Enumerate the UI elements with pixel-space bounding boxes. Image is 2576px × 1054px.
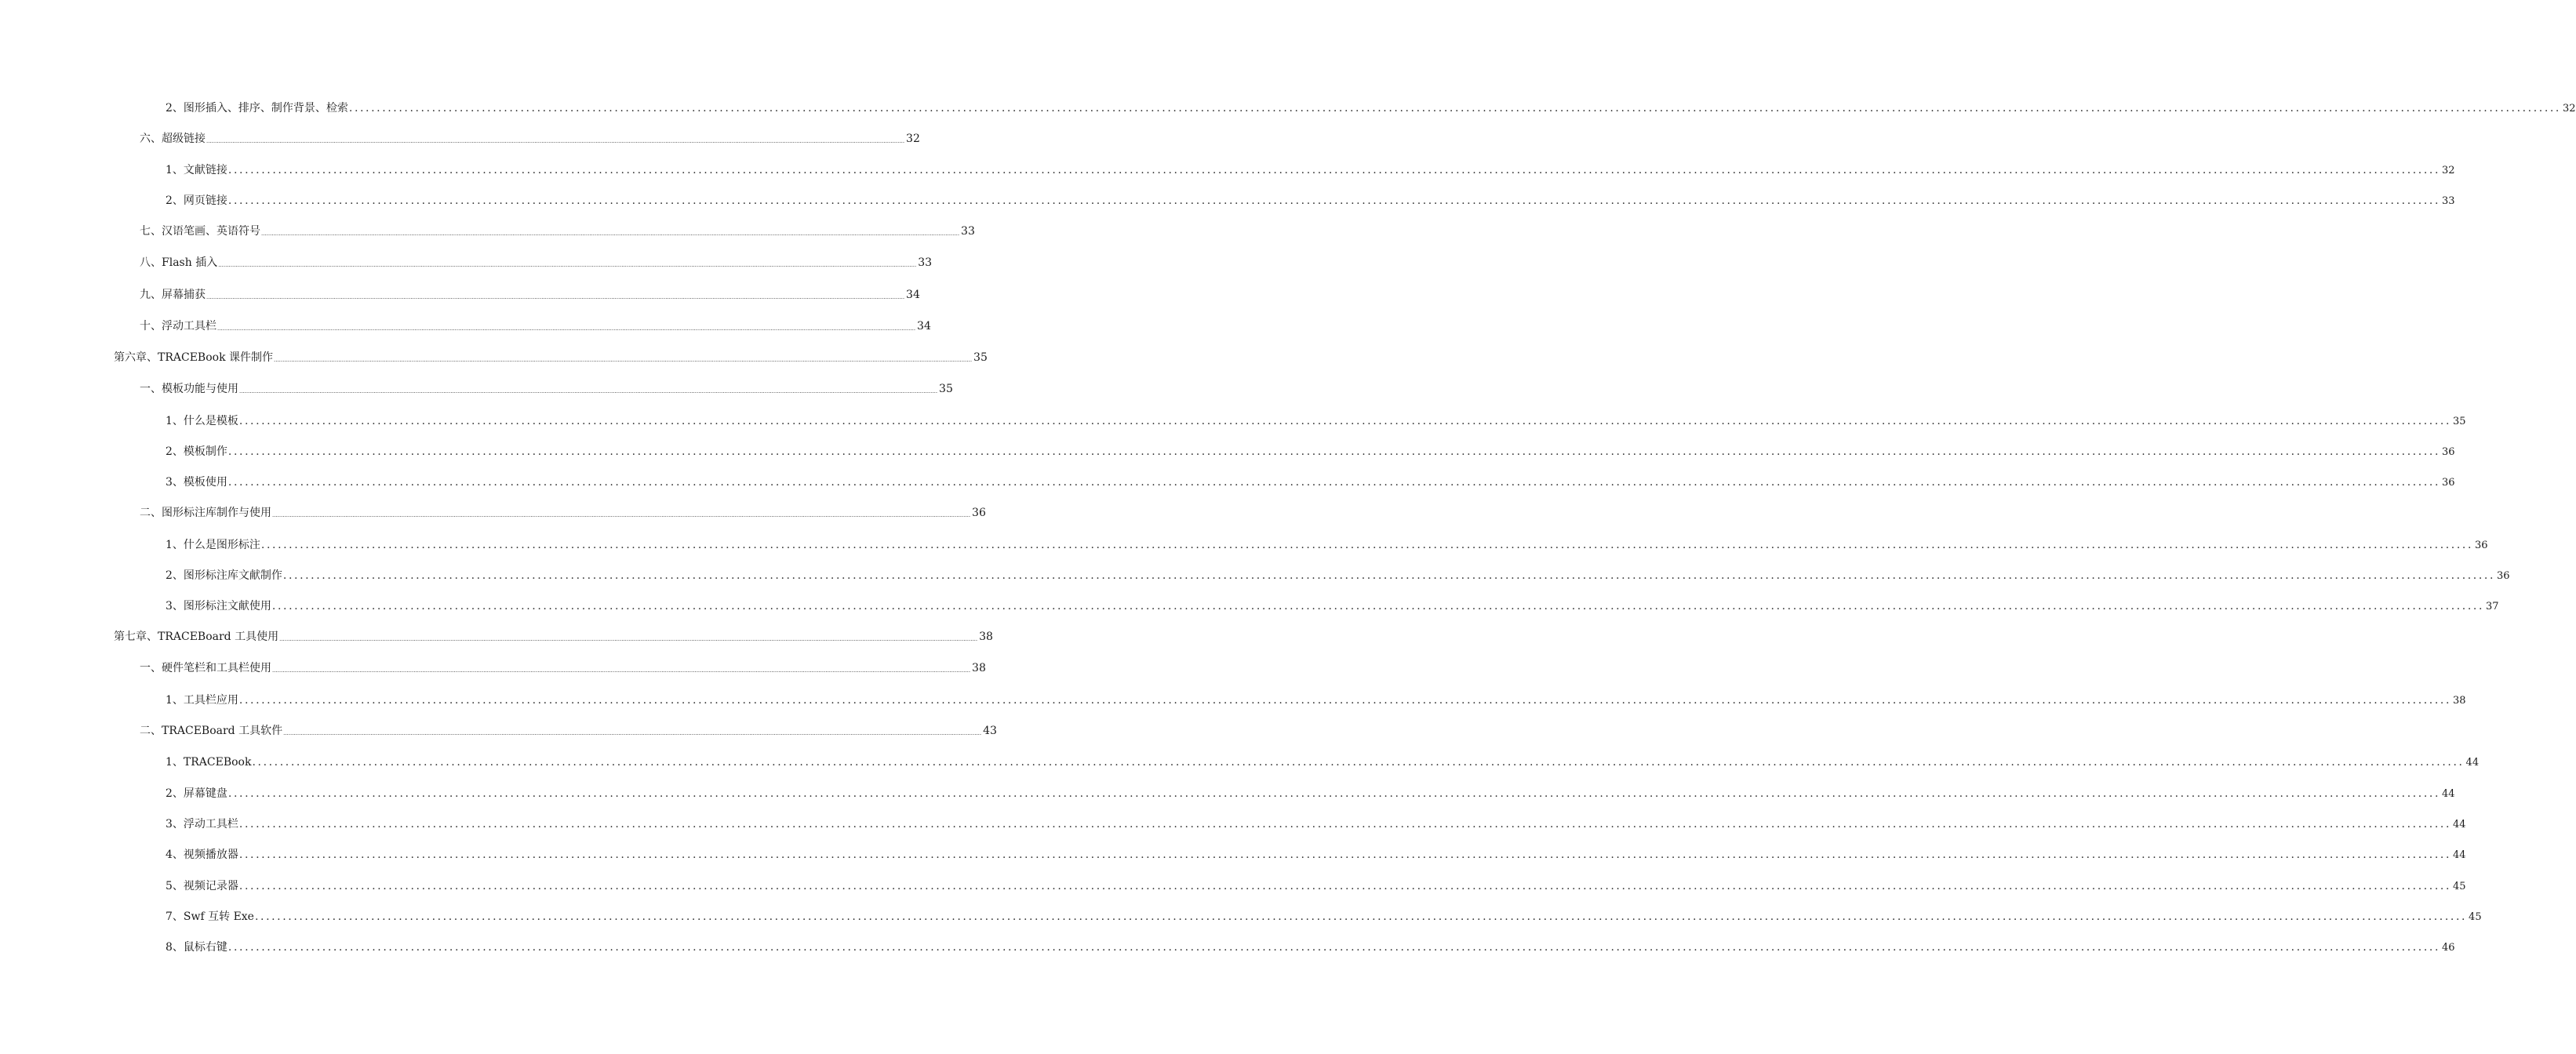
toc-entry[interactable] xyxy=(166,940,2455,955)
toc-entry-title: 八、Flash 插入 xyxy=(140,256,218,269)
toc-entry-title: 十、浮动工具栏 xyxy=(140,320,216,333)
toc-entry[interactable] xyxy=(166,910,2482,925)
toc-page-number: 37 xyxy=(2486,601,2499,612)
toc-entry[interactable] xyxy=(140,724,997,740)
toc-entry[interactable] xyxy=(114,630,993,645)
toc-dot-leader: ................................................................................................................................................................................................................................................................................................................................................................................................................ xyxy=(283,730,982,736)
toc-page-number: 32 xyxy=(2562,103,2576,114)
toc-page-number: 44 xyxy=(2453,849,2466,861)
toc-dot-leader: ................................................................................................................................................................................................................................................................................................................................................................................................................ xyxy=(238,415,2451,427)
toc-entry-title: 1、什么是模板 xyxy=(166,415,238,427)
toc-entry-title: 3、浮动工具栏 xyxy=(166,818,238,830)
toc-entry[interactable] xyxy=(140,224,975,240)
toc-dot-leader: ................................................................................................................................................................................................................................................................................................................................................................................................................ xyxy=(252,756,2465,769)
toc-page-number: 36 xyxy=(2442,477,2455,489)
toc-dot-leader: ................................................................................................................................................................................................................................................................................................................................................................................................................ xyxy=(282,569,2495,582)
toc-entry[interactable] xyxy=(114,351,988,366)
toc-entry-title: 第七章、TRACEBoard 工具使用 xyxy=(114,631,279,643)
toc-entry-title: 5、视频记录器 xyxy=(166,880,238,892)
toc-entry[interactable] xyxy=(166,693,2466,708)
toc-entry[interactable] xyxy=(166,879,2466,894)
toc-dot-leader: ................................................................................................................................................................................................................................................................................................................................................................................................................ xyxy=(272,667,971,674)
toc-dot-leader: ................................................................................................................................................................................................................................................................................................................................................................................................................ xyxy=(260,539,2473,551)
toc-entry[interactable] xyxy=(140,319,931,335)
toc-page-number: 36 xyxy=(972,507,986,519)
toc-page-number: 44 xyxy=(2453,819,2466,830)
toc-page-number: 38 xyxy=(979,631,993,643)
toc-entry-title: 1、什么是图形标注 xyxy=(166,539,260,551)
toc-page-number: 45 xyxy=(2469,911,2482,923)
toc-entry-title: 六、超级链接 xyxy=(140,133,206,145)
toc-entry-title: 1、工具栏应用 xyxy=(166,694,238,707)
toc-dot-leader: ................................................................................................................................................................................................................................................................................................................................................................................................................ xyxy=(227,194,2440,207)
toc-entry[interactable] xyxy=(166,445,2455,460)
toc-entry-title: 一、硬件笔栏和工具栏使用 xyxy=(140,662,271,674)
toc-page-number: 35 xyxy=(973,351,988,364)
toc-page-number: 33 xyxy=(2442,195,2455,207)
toc-dot-leader: ................................................................................................................................................................................................................................................................................................................................................................................................................ xyxy=(274,357,973,363)
toc-page-number: 36 xyxy=(2497,570,2510,582)
toc-page-number: 46 xyxy=(2442,942,2455,954)
toc-entry[interactable] xyxy=(166,817,2466,832)
toc-page-number: 36 xyxy=(2442,446,2455,458)
toc-dot-leader: ................................................................................................................................................................................................................................................................................................................................................................................................................ xyxy=(239,388,938,394)
toc-dot-leader: ................................................................................................................................................................................................................................................................................................................................................................................................................ xyxy=(227,787,2440,800)
toc-entry-title: 第六章、TRACEBook 课件制作 xyxy=(114,351,273,364)
toc-dot-leader: ................................................................................................................................................................................................................................................................................................................................................................................................................ xyxy=(238,818,2451,830)
toc-entry[interactable] xyxy=(140,506,986,522)
toc-entry[interactable] xyxy=(166,538,2488,553)
toc-entry[interactable] xyxy=(140,132,920,147)
toc-entry[interactable] xyxy=(140,256,933,271)
toc-entry-title: 七、汉语笔画、英语符号 xyxy=(140,225,260,238)
toc-dot-leader: ................................................................................................................................................................................................................................................................................................................................................................................................................ xyxy=(206,294,905,300)
toc-entry[interactable] xyxy=(166,787,2455,801)
toc-entry-title: 2、图形标注库文献制作 xyxy=(166,569,282,582)
toc-entry-title: 二、TRACEBoard 工具软件 xyxy=(140,725,283,737)
toc-entry[interactable] xyxy=(166,163,2455,178)
toc-entry[interactable] xyxy=(166,599,2499,614)
toc-page-number: 38 xyxy=(2453,695,2466,707)
toc-dot-leader: ................................................................................................................................................................................................................................................................................................................................................................................................................ xyxy=(279,636,978,642)
toc-entry-title: 1、TRACEBook xyxy=(166,756,252,769)
toc-entry[interactable] xyxy=(140,661,986,677)
toc-dot-leader: ................................................................................................................................................................................................................................................................................................................................................................................................................ xyxy=(227,941,2440,954)
toc-dot-leader: ................................................................................................................................................................................................................................................................................................................................................................................................................ xyxy=(238,880,2451,892)
toc-dot-leader: ................................................................................................................................................................................................................................................................................................................................................................................................................ xyxy=(238,849,2451,861)
toc-dot-leader: ................................................................................................................................................................................................................................................................................................................................................................................................................ xyxy=(217,325,916,332)
toc-page-number: 32 xyxy=(906,133,920,145)
toc-entry[interactable] xyxy=(166,475,2455,490)
toc-entry-title: 2、模板制作 xyxy=(166,445,227,458)
toc-entry-title: 一、模板功能与使用 xyxy=(140,383,238,395)
toc-dot-leader: ................................................................................................................................................................................................................................................................................................................................................................................................................ xyxy=(227,445,2440,458)
toc-entry-title: 3、图形标注文献使用 xyxy=(166,600,271,612)
toc-entry-title: 8、鼠标右键 xyxy=(166,941,227,954)
toc-page-number: 34 xyxy=(906,289,920,301)
toc-dot-leader: ................................................................................................................................................................................................................................................................................................................................................................................................................ xyxy=(348,102,2561,114)
toc-dot-leader: ................................................................................................................................................................................................................................................................................................................................................................................................................ xyxy=(218,262,917,268)
toc-page-number: 32 xyxy=(2442,165,2455,176)
toc-page-number: 44 xyxy=(2442,788,2455,800)
toc-entry[interactable] xyxy=(166,848,2466,863)
toc-entry[interactable] xyxy=(166,569,2510,583)
toc-page-number: 36 xyxy=(2475,540,2488,551)
toc-dot-leader: ................................................................................................................................................................................................................................................................................................................................................................................................................ xyxy=(272,512,971,518)
toc-dot-leader: ................................................................................................................................................................................................................................................................................................................................................................................................................ xyxy=(206,138,905,144)
toc-page-number: 33 xyxy=(918,256,933,269)
toc-dot-leader: ................................................................................................................................................................................................................................................................................................................................................................................................................ xyxy=(238,694,2451,707)
toc-entry-title: 2、屏幕键盘 xyxy=(166,787,227,800)
toc-dot-leader: ................................................................................................................................................................................................................................................................................................................................................................................................................ xyxy=(227,476,2440,489)
toc-entry-title: 4、视频播放器 xyxy=(166,849,238,861)
toc-entry[interactable] xyxy=(166,194,2455,209)
toc-dot-leader: ................................................................................................................................................................................................................................................................................................................................................................................................................ xyxy=(271,600,2484,612)
toc-dot-leader: ................................................................................................................................................................................................................................................................................................................................................................................................................ xyxy=(254,910,2468,923)
toc-entry-title: 九、屏幕捕获 xyxy=(140,289,206,301)
toc-entry-title: 1、文献链接 xyxy=(166,164,227,176)
toc-page-number: 34 xyxy=(917,320,931,333)
toc-dot-leader: ................................................................................................................................................................................................................................................................................................................................................................................................................ xyxy=(261,231,960,237)
toc-page-number: 38 xyxy=(972,662,986,674)
toc-page-number: 35 xyxy=(939,383,953,395)
toc-entry-title: 2、图形插入、排序、制作背景、检索 xyxy=(166,102,348,114)
toc-page-number: 33 xyxy=(961,225,975,238)
toc-entry[interactable] xyxy=(140,288,920,303)
toc-entry[interactable] xyxy=(140,382,953,398)
toc-entry-title: 2、网页链接 xyxy=(166,194,227,207)
toc-entry[interactable] xyxy=(166,755,2480,770)
toc-page-number: 43 xyxy=(983,725,997,737)
toc-dot-leader: ................................................................................................................................................................................................................................................................................................................................................................................................................ xyxy=(227,164,2440,176)
toc-entry-title: 7、Swf 互转 Exe xyxy=(166,910,254,923)
toc-entry-title: 3、模板使用 xyxy=(166,476,227,489)
toc-page-number: 44 xyxy=(2465,757,2480,769)
toc-entry[interactable] xyxy=(166,414,2466,429)
toc-page-number: 45 xyxy=(2453,881,2466,892)
toc-entry[interactable] xyxy=(166,101,2576,116)
toc-entry-title: 二、图形标注库制作与使用 xyxy=(140,507,271,519)
toc-page-number: 35 xyxy=(2453,416,2466,427)
